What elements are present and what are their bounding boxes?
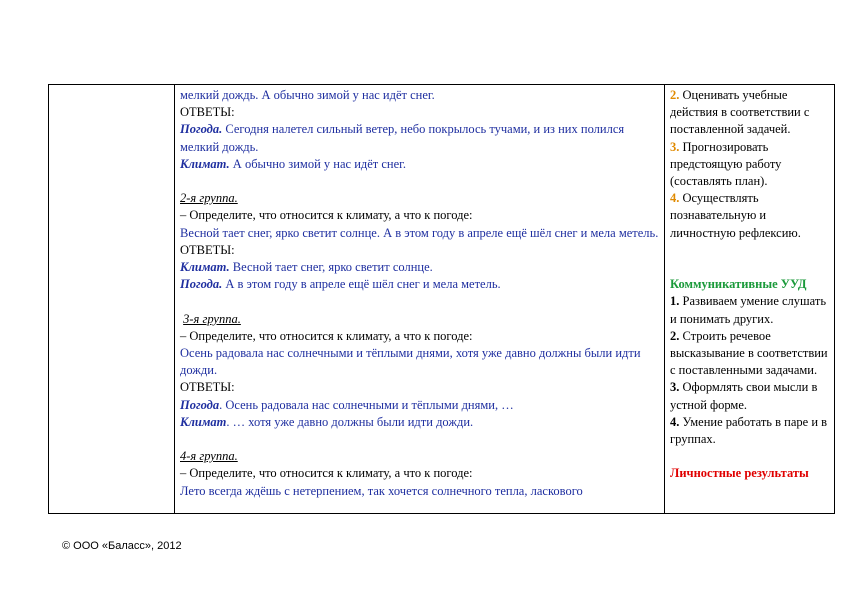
outcomes-column [670, 87, 830, 483]
group-heading: 4-я группа. [180, 449, 238, 464]
regulative-item-3: 3. Прогнозировать предстоящую работу (составлять план). [670, 139, 782, 189]
answer-text: Весной тает снег, ярко светит солнце. [229, 260, 433, 275]
answer-climate [180, 259, 660, 276]
answer-text: Сегодня налетел сильный ветер, небо покрылось тучами, и из них полился мелкий дождь. [180, 122, 625, 154]
answer-text: А в этом году в апреле ещё шёл снег и мела метель. [222, 277, 501, 292]
copyright-footer: © ООО «Баласс», 2012 [62, 540, 182, 552]
answer-label: Погода. [180, 277, 223, 292]
question: – Определите, что относится к климату, а что к погоде: [180, 208, 473, 223]
column-divider-2 [664, 85, 665, 513]
communicative-item-4: 4. Умение работать в паре и в группах. [670, 414, 828, 447]
group-heading: 3-я группа. [183, 311, 241, 326]
answers-heading: ОТВЕТЫ: [180, 242, 235, 257]
column-divider-1 [174, 85, 175, 513]
answer-weather [180, 276, 660, 293]
answer-label: Климат. [180, 156, 230, 171]
task-text: Лето всегда ждёшь с нетерпением, так хочется солнечного тепла, ласкового [180, 483, 583, 498]
answer-label: Климат [180, 414, 227, 429]
question: – Определите, что относится к климату, а что к погоде: [180, 466, 473, 481]
answer-climate [180, 156, 660, 173]
answer-text: А обычно зимой у нас идёт снег. [229, 156, 407, 171]
text-line: мелкий дождь. А обычно зимой у нас идёт снег. [180, 88, 435, 102]
answer-text: . Осень радовала нас солнечными и тёплыми днями, … [219, 397, 514, 412]
answer-text: . … хотя уже давно должны были идти дожди. [226, 414, 474, 429]
regulative-item-4: 4. Осуществлять познавательную и личностную рефлексию. [670, 191, 801, 240]
group-heading: 2-я группа. [180, 191, 238, 206]
answers-heading: ОТВЕТЫ: [180, 380, 235, 395]
answer-weather [180, 397, 660, 414]
answer-label: Погода [180, 397, 220, 412]
communicative-item-1: 1. Развиваем умение слушать и понимать других. [670, 294, 827, 326]
communicative-item-3: 3. Оформлять свои мысли в устной форме. [670, 380, 818, 412]
task-text: Весной тает снег, ярко светит солнце. А в этом году в апреле ещё шёл снег и мела метель. [180, 225, 659, 240]
answer-label: Климат. [180, 260, 230, 275]
task-text: Осень радовала нас солнечными и тёплыми днями, хотя уже давно должны были идти дожди. [180, 346, 641, 378]
answer-weather [180, 121, 660, 155]
regulative-item-2: 2. Оценивать учебные действия в соответствии с поставленной задачей. [670, 88, 810, 137]
answer-climate [180, 414, 660, 431]
lesson-table [48, 84, 835, 514]
communicative-item-2: 2. Строить речевое высказывание в соответствии с поставленными задачами. [670, 328, 828, 378]
communicative-heading: Коммуникативные УУД [670, 277, 807, 292]
answer-label: Погода. [180, 122, 223, 137]
answers-heading: ОТВЕТЫ: [180, 105, 235, 120]
question: – Определите, что относится к климату, а что к погоде: [180, 328, 473, 343]
activity-column [180, 87, 660, 500]
personal-results-heading: Личностные результаты [670, 466, 809, 481]
